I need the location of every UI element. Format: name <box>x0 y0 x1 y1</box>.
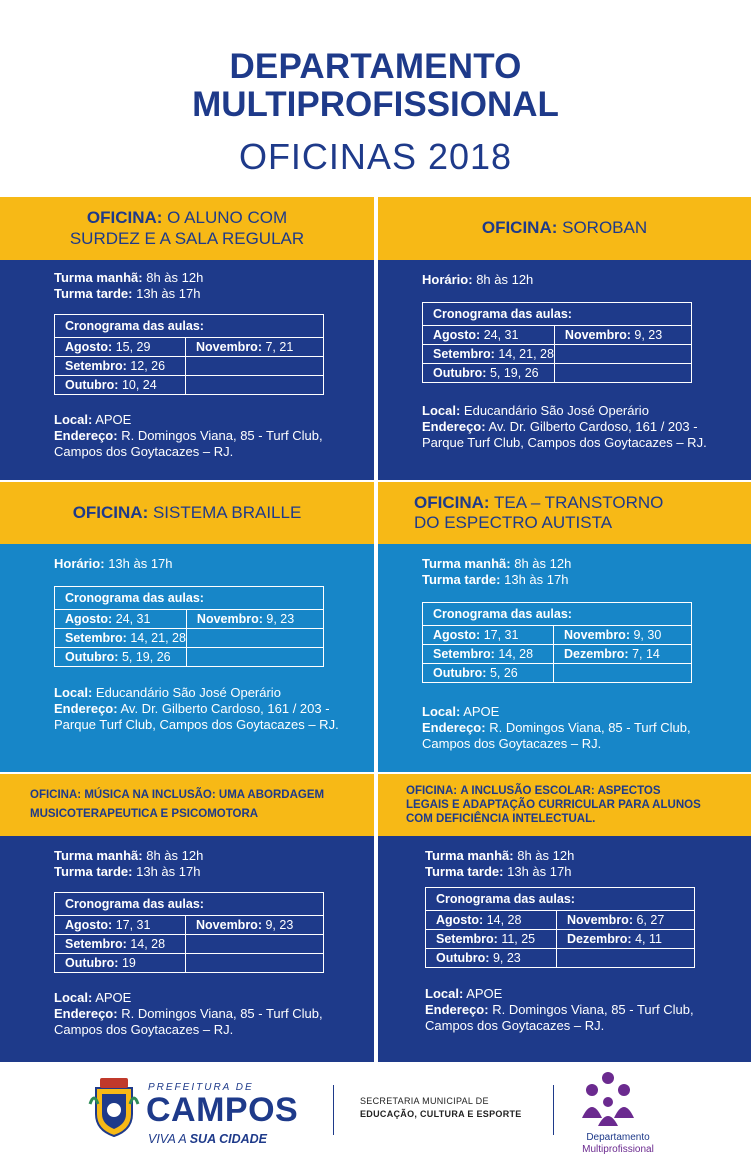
outubro-dates: 9, 23 <box>492 951 521 965</box>
oficina-label: OFICINA: <box>406 785 458 797</box>
setembro-dates: 11, 25 <box>501 932 536 946</box>
local-label: Local: <box>54 412 93 427</box>
horario-label: Horário: <box>422 272 473 287</box>
oficina-label: OFICINA: <box>414 492 490 512</box>
endereco-label: Endereço: <box>54 701 118 716</box>
slogan <box>148 1132 267 1146</box>
card-title: O ALUNO COM <box>167 208 288 228</box>
departamento-logo-line1: Departamento <box>586 1132 650 1143</box>
card-title-bar <box>0 197 374 260</box>
card-title: SOROBAN <box>562 218 648 238</box>
local-label: Local: <box>54 685 93 700</box>
turma-tarde-value: 13h às 17h <box>136 864 201 879</box>
endereco-value: R. Domingos Viana, 85 - Turf Club, <box>489 720 691 735</box>
card-title-bar <box>0 482 374 544</box>
novembro-dates: 7, 21 <box>265 340 294 354</box>
local-value: Educandário São José Operário <box>95 685 281 700</box>
oficina-label: OFICINA: <box>30 789 82 801</box>
card-title-bar <box>0 774 374 836</box>
endereco-label: Endereço: <box>422 720 486 735</box>
header-title-line1: DEPARTAMENTO <box>229 47 522 86</box>
agosto-dates: 17, 31 <box>483 628 519 642</box>
turma-tarde-label: Turma tarde: <box>422 572 501 587</box>
local-value: APOE <box>463 704 500 719</box>
local-value: APOE <box>466 986 503 1001</box>
local-label: Local: <box>422 704 461 719</box>
agosto-dates: 17, 31 <box>115 918 151 932</box>
crest-icon <box>88 1074 140 1140</box>
card-title: TEA – TRANSTORNO <box>493 492 664 512</box>
horario-value: 8h às 12h <box>476 272 534 287</box>
card-title-line2: DO ESPECTRO AUTISTA <box>414 513 613 532</box>
agosto-dates: 15, 29 <box>115 340 151 354</box>
schedule-table: Cronograma das aulas: Agosto: 24, 31 Novembro: 9, 23 Setembro: 14, 21, 28 Outubro: 5, 19, 26 <box>54 586 324 667</box>
card-tea <box>378 482 751 772</box>
endereco-value: R. Domingos Viana, 85 - Turf Club, <box>492 1002 694 1017</box>
turma-manha-value: 8h às 12h <box>517 848 575 863</box>
cronograma-title: Cronograma das aulas: <box>423 603 692 626</box>
turma-manha-label: Turma manhã: <box>422 556 511 571</box>
card-body <box>378 836 751 1062</box>
setembro-dates: 12, 26 <box>130 359 166 373</box>
outubro-dates: 5, 19, 26 <box>489 366 539 380</box>
horario-value: 13h às 17h <box>108 556 173 571</box>
outubro-dates: 19 <box>121 956 136 970</box>
header-title-line2: MULTIPROFISSIONAL <box>192 85 559 124</box>
page-header <box>0 0 751 196</box>
card-body <box>0 544 374 772</box>
schedule-table: Cronograma das aulas: Agosto: 24, 31 Novembro: 9, 23 Setembro: 14, 21, 28 Outubro: 5, 19, 26 <box>422 302 692 383</box>
cronograma-title: Cronograma das aulas: <box>55 893 324 916</box>
secretaria-line2: EDUCAÇÃO, CULTURA E ESPORTE <box>360 1109 522 1119</box>
card-title-line2: MUSICOTERAPEUTICA E PSICOMOTORA <box>30 808 259 820</box>
footer-divider <box>553 1085 554 1135</box>
outubro-dates: 10, 24 <box>121 378 157 392</box>
endereco-value: R. Domingos Viana, 85 - Turf Club, <box>121 1006 323 1021</box>
campos-text: CAMPOS <box>146 1091 299 1129</box>
novembro-dates: 6, 27 <box>636 913 665 927</box>
endereco-value: Av. Dr. Gilberto Cardoso, 161 / 203 - <box>488 419 698 434</box>
prefeitura-text: PREFEITURA DE <box>148 1082 254 1093</box>
card-body <box>0 836 374 1062</box>
novembro-dates: 9, 23 <box>266 612 295 626</box>
setembro-dates: 14, 21, 28 <box>130 631 186 645</box>
setembro-dates: 14, 28 <box>498 647 534 661</box>
card-title: A INCLUSÃO ESCOLAR: ASPECTOS <box>460 785 661 797</box>
turma-manha-label: Turma manhã: <box>54 848 143 863</box>
turma-manha-value: 8h às 12h <box>146 848 204 863</box>
card-title-bar <box>378 482 751 544</box>
dezembro-dates: 7, 14 <box>632 647 660 661</box>
endereco-label: Endereço: <box>54 1006 118 1021</box>
agosto-dates: 24, 31 <box>115 612 151 626</box>
turma-tarde-label: Turma tarde: <box>54 286 133 301</box>
local-value: APOE <box>95 412 132 427</box>
cronograma-title: Cronograma das aulas: <box>55 315 324 338</box>
schedule-table: Cronograma das aulas: Agosto: 17, 31 Novembro: 9, 23 Setembro: 14, 28 Outubro: 19 <box>54 892 324 973</box>
agosto-dates: 24, 31 <box>483 328 519 342</box>
turma-tarde-label: Turma tarde: <box>54 864 133 879</box>
endereco-label: Endereço: <box>425 1002 489 1017</box>
card-title-line3: COM DEFICIÊNCIA INTELECTUAL. <box>406 813 596 825</box>
card-title: SISTEMA BRAILLE <box>152 502 302 522</box>
schedule-table: Cronograma das aulas: Agosto: 17, 31 Novembro: 9, 30 Setembro: 14, 28 Dezembro: 7, 14 Outubro: 5, 26 <box>422 602 692 683</box>
outubro-dates: 5, 26 <box>489 666 518 680</box>
novembro-dates: 9, 23 <box>634 328 663 342</box>
turma-manha-label: Turma manhã: <box>425 848 514 863</box>
novembro-dates: 9, 30 <box>633 628 662 642</box>
local-label: Local: <box>422 403 461 418</box>
card-title-bar <box>378 197 751 260</box>
endereco-line2: Campos dos Goytacazes – RJ. <box>54 1022 234 1037</box>
schedule-table: Cronograma das aulas: Agosto: 15, 29 Novembro: 7, 21 Setembro: 12, 26 Outubro: 10, 24 <box>54 314 324 395</box>
secretaria-line1: SECRETARIA MUNICIPAL DE <box>360 1096 489 1106</box>
card-inclusao-escolar <box>378 774 751 1062</box>
local-value: APOE <box>95 990 132 1005</box>
turma-tarde-label: Turma tarde: <box>425 864 504 879</box>
oficina-label: OFICINA: <box>72 502 149 522</box>
card-sistema-braille <box>0 482 374 772</box>
endereco-label: Endereço: <box>54 428 118 443</box>
cronograma-title: Cronograma das aulas: <box>423 303 692 326</box>
header-subtitle: OFICINAS 2018 <box>238 136 513 177</box>
card-musica-inclusao <box>0 774 374 1062</box>
endereco-value: Av. Dr. Gilberto Cardoso, 161 / 203 - <box>120 701 330 716</box>
cronograma-title: Cronograma das aulas: <box>55 587 324 610</box>
turma-manha-value: 8h às 12h <box>514 556 572 571</box>
turma-tarde-value: 13h às 17h <box>507 864 572 879</box>
footer-divider <box>333 1085 334 1135</box>
card-title-line2: SURDEZ E A SALA REGULAR <box>69 228 305 248</box>
outubro-dates: 5, 19, 26 <box>121 650 171 664</box>
turma-manha-label: Turma manhã: <box>54 270 143 285</box>
cronograma-title: Cronograma das aulas: <box>426 888 695 911</box>
setembro-dates: 14, 28 <box>130 937 166 951</box>
schedule-table: Cronograma das aulas: Agosto: 14, 28 Novembro: 6, 27 Setembro: 11, 25 Dezembro: 4, 11 Outubro: 9, 23 <box>425 887 695 968</box>
turma-tarde-value: 13h às 17h <box>504 572 569 587</box>
novembro-dates: 9, 23 <box>265 918 294 932</box>
card-aluno-surdez <box>0 197 374 480</box>
card-title: MÚSICA NA INCLUSÃO: UMA ABORDAGEM <box>84 789 325 801</box>
endereco-value: R. Domingos Viana, 85 - Turf Club, <box>121 428 323 443</box>
oficina-label: OFICINA: <box>481 218 558 238</box>
card-title-bar <box>378 774 751 836</box>
card-title-line2: LEGAIS E ADAPTAÇÃO CURRICULAR PARA ALUNOS <box>406 799 701 811</box>
card-body <box>0 260 374 480</box>
endereco-line2: Campos dos Goytacazes – RJ. <box>54 444 234 459</box>
slogan-sua-cidade: SUA CIDADE <box>189 1132 268 1146</box>
agosto-dates: 14, 28 <box>486 913 522 927</box>
slogan-viva: VIVA A <box>148 1132 187 1146</box>
dezembro-dates: 4, 11 <box>635 932 662 946</box>
card-body <box>378 544 751 772</box>
departamento-logo-line2: Multiprofissional <box>582 1144 654 1155</box>
departamento-logo-icon <box>580 1070 636 1130</box>
local-label: Local: <box>54 990 93 1005</box>
oficina-label: OFICINA: <box>86 208 163 228</box>
endereco-line2: Campos dos Goytacazes – RJ. <box>425 1018 605 1033</box>
setembro-dates: 14, 21, 28 <box>498 347 554 361</box>
card-soroban <box>378 197 751 480</box>
endereco-line2: Parque Turf Club, Campos dos Goytacazes – RJ. <box>54 717 339 732</box>
endereco-line2: Campos dos Goytacazes – RJ. <box>422 736 602 751</box>
turma-tarde-value: 13h às 17h <box>136 286 201 301</box>
horario-label: Horário: <box>54 556 105 571</box>
card-body <box>378 260 751 480</box>
endereco-line2: Parque Turf Club, Campos dos Goytacazes – RJ. <box>422 435 707 450</box>
local-label: Local: <box>425 986 464 1001</box>
turma-manha-value: 8h às 12h <box>146 270 204 285</box>
local-value: Educandário São José Operário <box>463 403 649 418</box>
endereco-label: Endereço: <box>422 419 486 434</box>
